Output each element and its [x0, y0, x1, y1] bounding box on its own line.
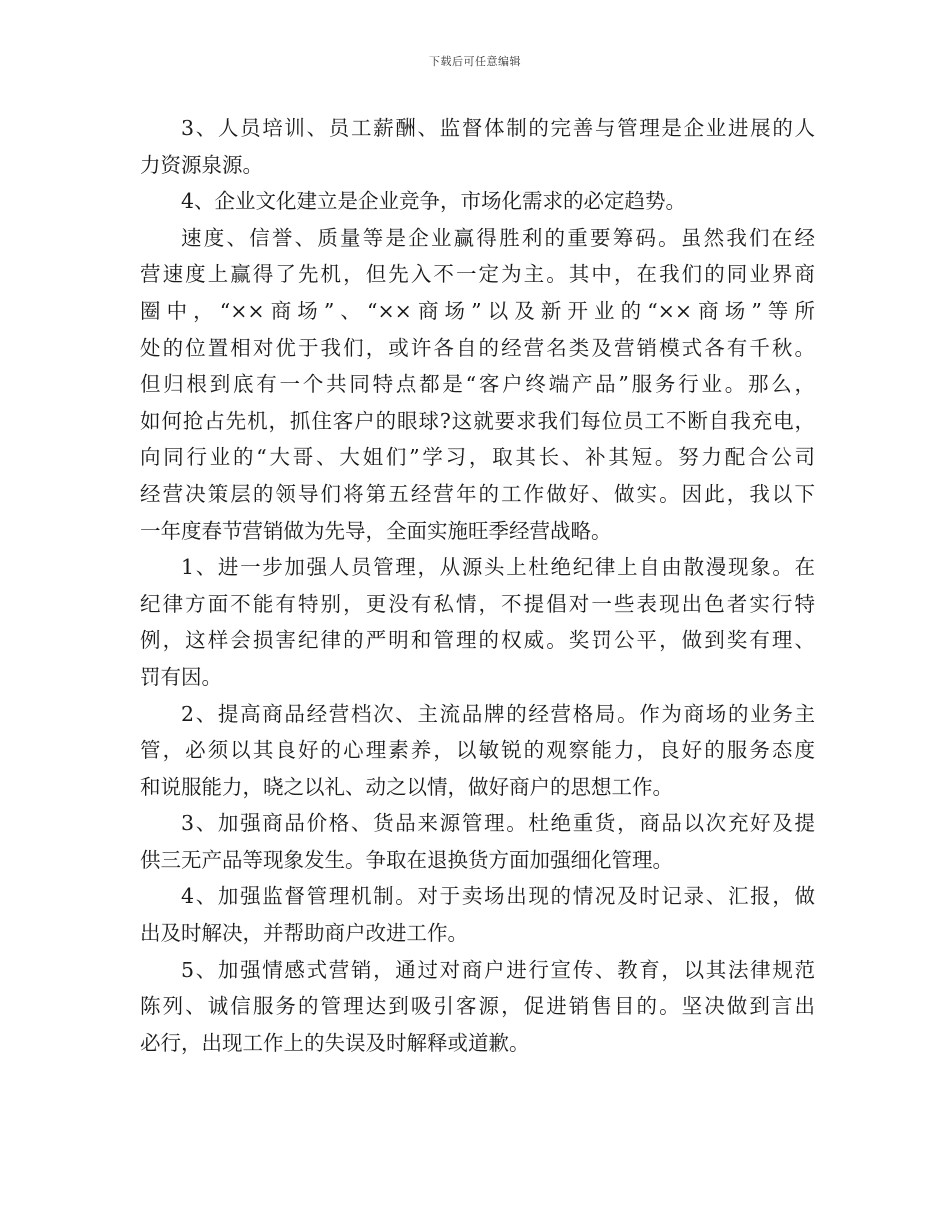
text-line: 速度、信誉、质量等是企业赢得胜利的重要筹码。虽然我们在经 [181, 225, 815, 250]
text-line: 和说服能力，晓之以礼、动之以情，做好商户的思想工作。 [140, 774, 673, 799]
text-line: 陈列、诚信服务的管理达到吸引客源，促进销售目的。坚决做到言出 [140, 994, 815, 1019]
text-line: 4、加强监督管理机制。对于卖场出现的情况及时记录、汇报，做 [181, 884, 815, 909]
text-line: 3、加强商品价格、货品来源管理。杜绝重货，商品以次充好及提 [181, 811, 815, 836]
page-header: 下载后可任意编辑 [429, 55, 521, 68]
text-line: 一年度春节营销做为先导，全面实施旺季经营战略。 [140, 518, 612, 543]
text-line: 供三无产品等现象发生。争取在退换货方面加强细化管理。 [140, 847, 673, 872]
text-line: 1、进一步加强人员管理，从源头上杜绝纪律上自由散漫现象。在 [181, 555, 815, 580]
text-line: 但归根到底有一个共同特点都是“客户终端产品”服务行业。那么， [140, 372, 815, 397]
text-line: 例，这样会损害纪律的严明和管理的权威。奖罚公平，做到奖有理、 [140, 628, 815, 653]
text-line: 圈中，“××商场”、“××商场”以及新开业的“××商场”等所 [140, 298, 815, 323]
text-line: 4、企业文化建立是企业竞争，市场化需求的必定趋势。 [181, 189, 687, 214]
document-body [140, 110, 815, 1061]
text-line: 经营决策层的领导们将第五经营年的工作做好、做实。因此，我以下 [140, 481, 815, 506]
text-line: 2、提高商品经营档次、主流品牌的经营格局。作为商场的业务主 [181, 701, 815, 726]
text-line: 管，必须以其良好的心理素养，以敏锐的观察能力，良好的服务态度 [140, 738, 815, 763]
text-line: 纪律方面不能有特别，更没有私情，不提倡对一些表现出色者实行特 [140, 591, 815, 616]
text-line: 力资源泉源。 [140, 152, 263, 177]
text-line: 营速度上赢得了先机，但先入不一定为主。其中，在我们的同业界商 [140, 262, 815, 287]
text-line: 处的位置相对优于我们，或许各自的经营名类及营销模式各有千秋。 [140, 335, 815, 360]
text-line: 向同行业的“大哥、大姐们”学习，取其长、补其短。努力配合公司 [140, 445, 815, 470]
text-line: 出及时解决，并帮助商户改进工作。 [140, 921, 468, 946]
text-line: 3、人员培训、员工薪酬、监督体制的完善与管理是企业进展的人 [181, 116, 815, 140]
text-line: 如何抢占先机，抓住客户的眼球?这就要求我们每位员工不断自我充电， [140, 408, 815, 433]
text-line: 罚有因。 [140, 664, 222, 689]
text-line: 5、加强情感式营销，通过对商户进行宣传、教育，以其法律规范 [181, 957, 815, 982]
text-line: 必行，出现工作上的失误及时解释或道歉。 [140, 1030, 530, 1055]
